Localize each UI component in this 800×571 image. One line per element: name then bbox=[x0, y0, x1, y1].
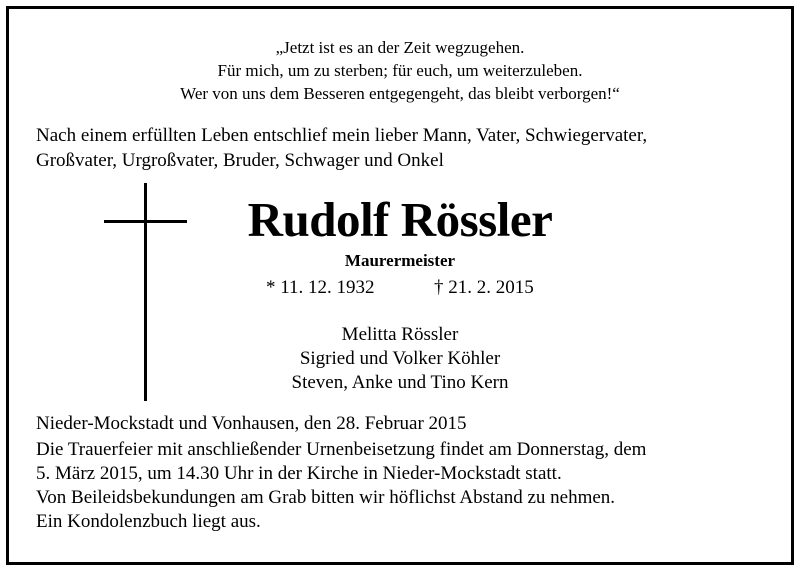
notice-line-1: Die Trauerfeier mit anschließender Urnenbeisetzung findet am Donnerstag, dem bbox=[36, 439, 647, 460]
notice-line-3: Von Beileidsbekundungen am Grab bitten wir höflichst Abstand zu nehmen. bbox=[36, 487, 616, 508]
notice-line-2: 5. März 2015, um 14.30 Uhr in der Kirche in Nieder-Mockstadt statt. bbox=[36, 463, 562, 484]
mourner-line-3: Steven, Anke und Tino Kern bbox=[291, 372, 509, 393]
intro-line-1: Nach einem erfüllten Leben entschlief mein lieber Mann, Vater, Schwiegervater, bbox=[36, 125, 648, 146]
quote-line-1: „Jetzt ist es an der Zeit wegzugehen. bbox=[275, 38, 525, 57]
quote-line-2: Für mich, um zu sterben; für euch, um weiterzuleben. bbox=[217, 61, 583, 80]
obituary-frame bbox=[6, 6, 794, 565]
intro-line-2: Großvater, Urgroßvater, Bruder, Schwager und Onkel bbox=[36, 150, 444, 171]
deceased-name: Rudolf Rössler bbox=[247, 192, 553, 247]
notice-line-4: Ein Kondolenzbuch liegt aus. bbox=[36, 511, 261, 532]
quote-line-3: Wer von uns dem Besseren entgegengeht, das bleibt verborgen!“ bbox=[180, 84, 620, 103]
death-date: † 21. 2. 2015 bbox=[434, 277, 534, 298]
place-date: Nieder-Mockstadt und Vonhausen, den 28. Februar 2015 bbox=[36, 413, 467, 434]
birth-date: * 11. 12. 1932 bbox=[266, 277, 375, 298]
deceased-profession: Maurermeister bbox=[344, 251, 456, 270]
mourner-line-2: Sigried und Volker Köhler bbox=[299, 348, 501, 369]
mourner-line-1: Melitta Rössler bbox=[341, 324, 459, 345]
